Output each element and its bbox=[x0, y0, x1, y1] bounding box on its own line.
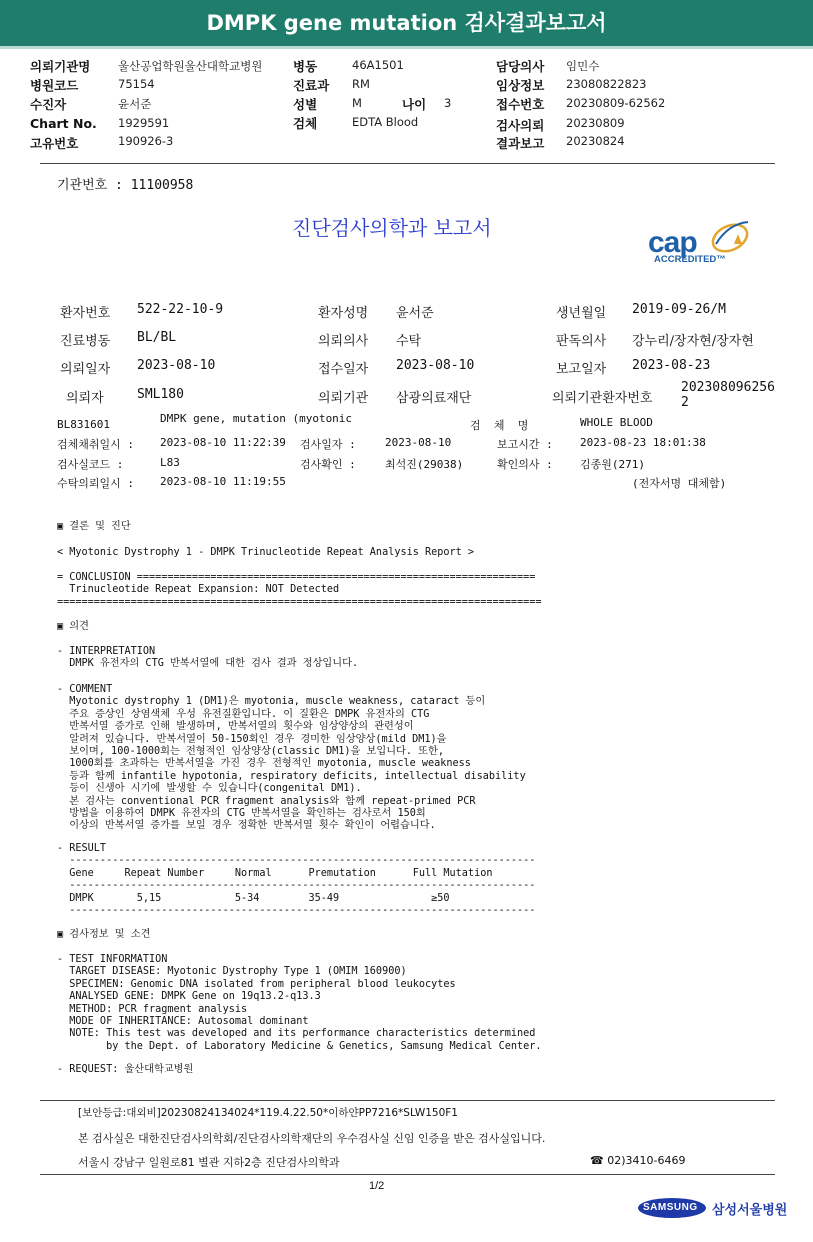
value-requesting-institution: 삼광의료재단 bbox=[396, 391, 472, 406]
label-receive-time: 수탁의뢰일시 : bbox=[57, 477, 135, 490]
label-report-date: 보고일자 bbox=[556, 362, 607, 377]
lab-phone: ☎ 02)3410-6469 bbox=[590, 1154, 686, 1167]
value-request-date: 2023-08-10 bbox=[137, 358, 216, 373]
label-specimen: 검체 bbox=[293, 116, 318, 131]
label-reading-doctor: 판독의사 bbox=[556, 334, 607, 349]
value-report-date: 2023-08-23 bbox=[632, 358, 711, 373]
value-lab-code: L83 bbox=[160, 456, 180, 469]
value-institution-patient-no-cont: 2 bbox=[681, 395, 689, 410]
value-ward: 46A1501 bbox=[352, 58, 404, 72]
value-specimen-name: WHOLE BLOOD bbox=[580, 416, 653, 429]
value-birthdate: 2019-09-26/M bbox=[632, 302, 726, 317]
cap-swirl-icon bbox=[704, 218, 752, 254]
footer-bottom-border bbox=[40, 1174, 775, 1175]
value-requesting-doctor: 수탁 bbox=[396, 334, 422, 349]
label-result-report: 결과보고 bbox=[496, 136, 545, 151]
value-patient-name: 윤서준 bbox=[396, 306, 434, 321]
report-heading: 진단검사의학과 보고서 bbox=[292, 216, 492, 240]
test-name: DMPK gene, mutation (myotonic bbox=[160, 412, 353, 425]
label-birthdate: 생년월일 bbox=[556, 306, 607, 321]
label-receipt-no: 접수번호 bbox=[496, 97, 545, 112]
label-requesting-org: 의뢰기관명 bbox=[30, 59, 91, 74]
label-exam-confirm: 검사확인 : bbox=[300, 458, 356, 471]
lab-address: 서울시 강남구 일원로81 별관 지하2층 진단검사의학과 bbox=[78, 1156, 340, 1169]
value-patient: 윤서준 bbox=[118, 97, 152, 111]
label-clinical-info: 임상정보 bbox=[496, 78, 545, 93]
label-sex: 성별 bbox=[293, 97, 318, 112]
label-test-request: 검사의뢰 bbox=[496, 118, 545, 133]
label-institution-patient-no: 의뢰기관환자번호 bbox=[552, 391, 653, 406]
value-doctor: 임민수 bbox=[566, 59, 600, 73]
samsung-wordmark: SAMSUNG bbox=[643, 1202, 698, 1213]
value-requesting-org: 울산공업학원울산대학교병원 bbox=[118, 59, 263, 73]
value-test-request: 20230809 bbox=[566, 116, 625, 130]
esign-note: (전자서명 대체함) bbox=[632, 477, 727, 490]
value-age: 3 bbox=[444, 96, 452, 110]
label-hospital-code: 병원코드 bbox=[30, 78, 79, 93]
label-unique-no: 고유번호 bbox=[30, 136, 79, 151]
report-title-bar: DMPK gene mutation 검사결과보고서 bbox=[0, 0, 813, 46]
label-requester: 의뢰자 bbox=[66, 391, 104, 406]
value-clinic-ward: BL/BL bbox=[137, 330, 177, 345]
test-information: - TEST INFORMATION TARGET DISEASE: Myotonic Dystrophy Type 1 (OMIM 160900) SPECIMEN: Genomic DNA isolated from peripheral blood leukocytes ANALYSED GENE: DMPK Gene on 19q13.2-q13.3 METHOD: PCR fragment analysis MODE OF INHERITANCE: Autosomal dominant NOTE: This test was developed and its performance characteristics determined by the Dept. of Laboratory Medicine & Genetics, Samsung Medical Center. bbox=[57, 954, 542, 1052]
label-receipt-date: 접수일자 bbox=[318, 362, 369, 377]
value-reading-doctor: 강누리/장자현/장자현 bbox=[632, 334, 754, 349]
request-line: - REQUEST: 울산대학교병원 bbox=[57, 1064, 194, 1075]
value-specimen: EDTA Blood bbox=[352, 115, 419, 129]
value-confirm-doctor: 김종원(271) bbox=[580, 458, 645, 471]
value-unique-no: 190926-3 bbox=[118, 134, 174, 148]
cap-accredited-logo bbox=[640, 218, 750, 266]
value-institution-patient-no: 202308096256 bbox=[681, 380, 775, 395]
title-underline bbox=[0, 46, 813, 49]
label-ward: 병동 bbox=[293, 59, 318, 74]
value-department: RM bbox=[352, 77, 370, 91]
label-patient-no: 환자번호 bbox=[60, 306, 111, 321]
header-info bbox=[0, 55, 813, 155]
value-receipt-no: 20230809-62562 bbox=[566, 96, 666, 110]
conclusion-box: = CONCLUSION ================================================================= Trinucleotide Repeat Expansion: NOT Detected =============================================================================== bbox=[57, 572, 542, 608]
comment: - COMMENT Myotonic dystrophy 1 (DM1)은 myotonia, muscle weakness, cataract 등이 주요 증상인 상염색체 우성 유전질환입니다. 이 질환은 DMPK 유전자의 CTG 반복서열 증가로 인해 발생하며, 반복서열의 횟수와 임상양상의 관련성이 알려져 있습니다. 반복서열이 50-150회인 경우 경미한 임상양상(mild DM1)을 보이며, 100-1000회는 전형적인 임상양상(classic DM1)을 보입니다. 또한, 1000회를 초과하는 반복서열을 가진 경우 전형적인 myotonia, muscle weakness 등과 함께 infantile hypotonia, respiratory deficits, intellectual disability 등이 신생아 시기에 발생할 수 있습니다(congenital DM1). 본 검사는 conventional PCR fragment analysis와 함께 repeat-primed PCR 방법을 이용하여 DMPK 유전자의 CTG 반복서열을 확인하는 검사로서 150회 이상의 반복서열 증가를 보일 경우 정확한 반복서열 횟수 확인이 어렵습니다. bbox=[57, 684, 526, 832]
section-conclusion-heading: ▣ 결론 및 진단 bbox=[57, 521, 131, 532]
label-requesting-institution: 의뢰기관 bbox=[318, 391, 369, 406]
cap-logo-text: cap bbox=[648, 226, 697, 259]
page-number: 1/2 bbox=[369, 1180, 385, 1192]
value-chart-no: 1929591 bbox=[118, 116, 170, 130]
label-collect-time: 검체채취일시 : bbox=[57, 438, 135, 451]
label-exam-date: 검사일자 : bbox=[300, 438, 356, 451]
value-exam-confirm: 최석진(29038) bbox=[385, 458, 464, 471]
value-receive-time: 2023-08-10 11:19:55 bbox=[160, 475, 286, 488]
value-result-report: 20230824 bbox=[566, 134, 625, 148]
label-confirm-doctor: 확인의사 : bbox=[497, 458, 553, 471]
footer-top-border bbox=[40, 1100, 775, 1101]
value-exam-date: 2023-08-10 bbox=[385, 436, 452, 449]
value-sex: M bbox=[352, 96, 362, 110]
value-requester: SML180 bbox=[137, 387, 184, 402]
value-patient-no: 522-22-10-9 bbox=[137, 302, 224, 317]
label-request-date: 의뢰일자 bbox=[60, 362, 111, 377]
label-lab-code: 검사실코드 : bbox=[57, 458, 124, 471]
label-requesting-doctor: 의뢰의사 bbox=[318, 334, 369, 349]
samsung-hospital-logo bbox=[638, 1198, 788, 1220]
label-chart-no: Chart No. bbox=[30, 116, 97, 131]
certification-note: 본 검사실은 대한진단검사의학회/진단검사의학재단의 우수검사실 신임 인증을 받은 검사실입니다. bbox=[78, 1132, 546, 1145]
security-line: [보안등급:대외비]20230824134024*119.4.22.50*이하얀PP7216*SLW150F1 bbox=[78, 1107, 458, 1119]
report-sheet-top-border bbox=[40, 163, 775, 164]
org-number: 기관번호 : 11100958 bbox=[57, 178, 194, 193]
label-department: 진료과 bbox=[293, 78, 330, 93]
value-collect-time: 2023-08-10 11:22:39 bbox=[160, 436, 286, 449]
section-test-info-heading: ▣ 검사정보 및 소견 bbox=[57, 929, 151, 940]
test-code: BL831601 bbox=[57, 418, 110, 431]
report-name: < Myotonic Dystrophy 1 - DMPK Trinucleotide Repeat Analysis Report > bbox=[57, 547, 475, 558]
label-age: 나이 bbox=[402, 97, 427, 112]
section-opinion-heading: ▣ 의견 bbox=[57, 621, 89, 632]
label-doctor: 담당의사 bbox=[496, 59, 545, 74]
value-receipt-date: 2023-08-10 bbox=[396, 358, 475, 373]
value-report-time: 2023-08-23 18:01:38 bbox=[580, 436, 706, 449]
result-table: - RESULT ---------------------------------------------------------------------------- Gene Repeat Number Normal Premutation Full Mutation ---------------------------------------------------------------------------- DMPK 5,15 5-34 35-49 ≥50 ---------------------------------------------------------------------------- bbox=[57, 843, 536, 917]
value-hospital-code: 75154 bbox=[118, 77, 155, 91]
hospital-name: 삼성서울병원 bbox=[712, 1203, 788, 1218]
label-patient-name: 환자성명 bbox=[318, 306, 369, 321]
value-clinical-info: 23080822823 bbox=[566, 77, 647, 91]
label-report-time: 보고시간 : bbox=[497, 438, 553, 451]
interpretation: - INTERPRETATION DMPK 유전자의 CTG 반복서열에 대한 검사 결과 정상입니다. bbox=[57, 646, 359, 670]
cap-accredited-label: ACCREDITED™ bbox=[654, 254, 726, 265]
label-clinic-ward: 진료병동 bbox=[60, 334, 111, 349]
samsung-oval-logo bbox=[638, 1198, 706, 1218]
label-patient: 수진자 bbox=[30, 97, 67, 112]
label-specimen-name: 검 체 명 bbox=[470, 419, 529, 432]
